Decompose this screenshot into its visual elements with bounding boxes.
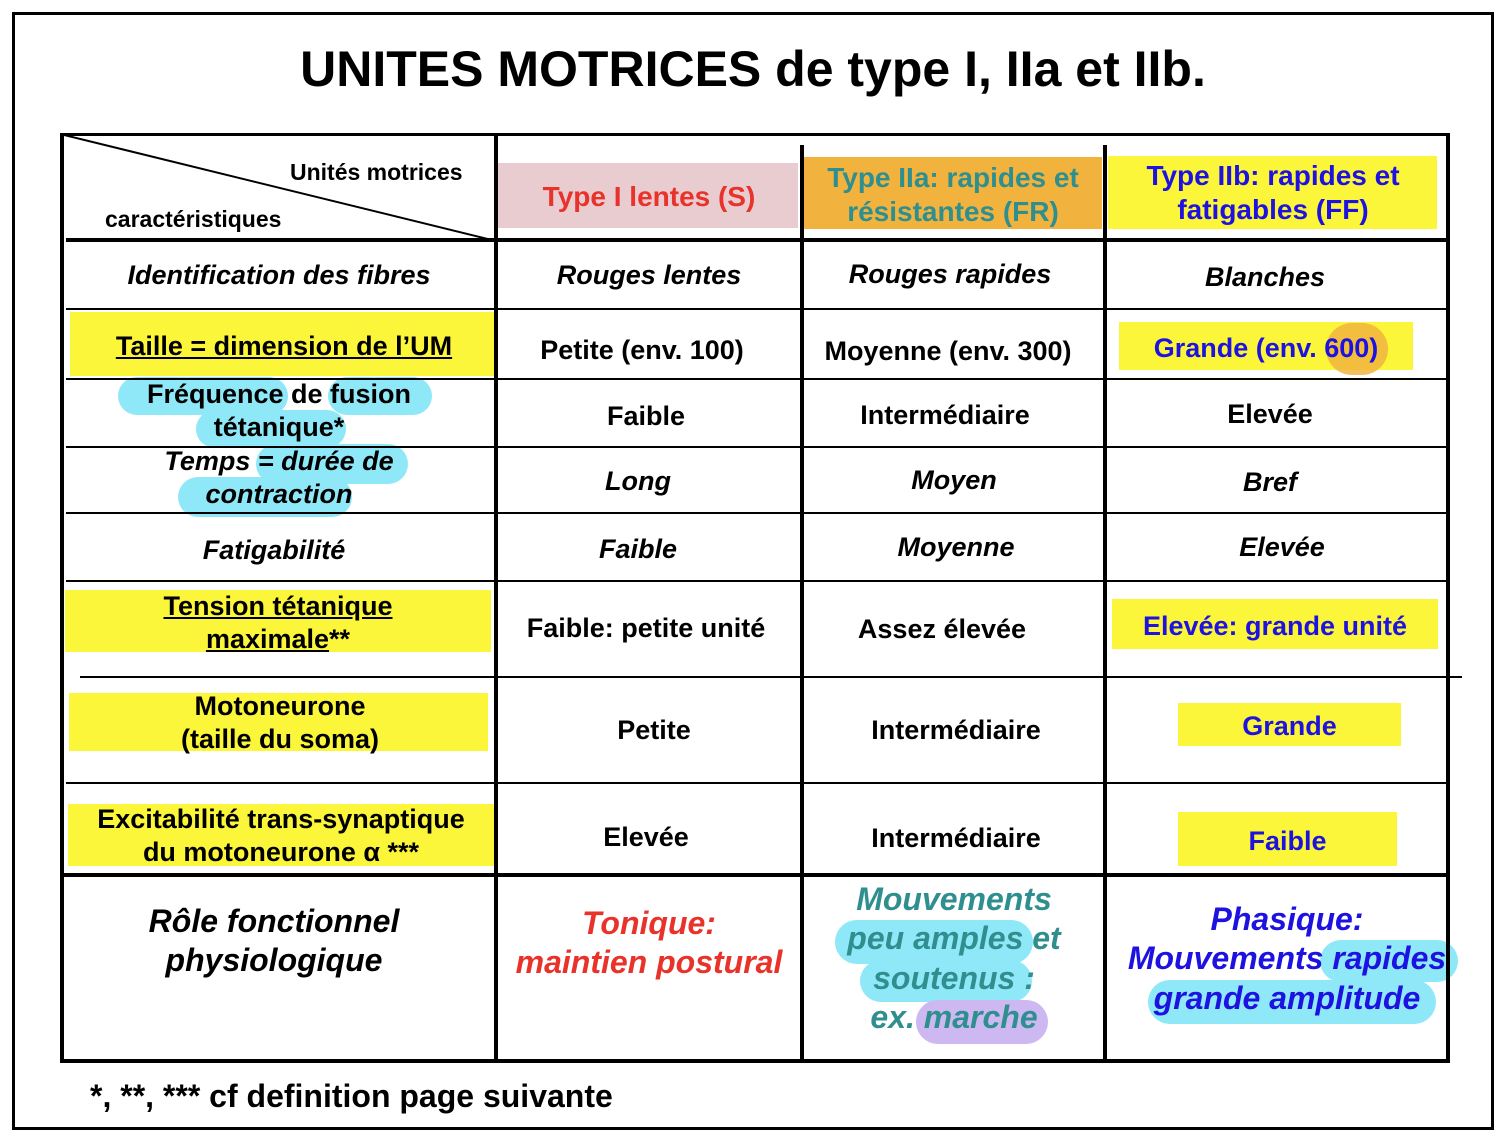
- row-taille-type2b: [1118, 332, 1414, 365]
- peu-amples-text: peu amples: [847, 920, 1024, 957]
- slide-title: UNITES MOTRICES de type I, IIa et IIb.: [300, 41, 1206, 97]
- header-type2a-line1: Type IIa: rapides et: [827, 162, 1079, 193]
- row-motoneurone-label: [66, 690, 494, 756]
- role-label-line2: physiologique: [165, 942, 383, 979]
- role-type2a-line3: [804, 959, 1104, 998]
- temps-prefix: Temps =: [164, 446, 282, 476]
- row-identification-type2a: Rouges rapides: [848, 259, 1052, 289]
- row-temps-type2b: Bref: [1242, 467, 1297, 497]
- header-type2b-line1: Type IIb: rapides et: [1146, 160, 1400, 191]
- tension-label-line1: Tension tétanique: [163, 591, 393, 621]
- row-taille-type2a: Moyenne (env. 300): [824, 336, 1072, 366]
- row-frequence-type2b: Elevée: [1227, 399, 1313, 429]
- row-line-6: [80, 676, 1462, 678]
- row-excitabilite-type2b: Faible: [1248, 826, 1327, 856]
- row-excitabilite-type2a: Intermédiaire: [871, 823, 1041, 853]
- row-line-4: [66, 512, 1450, 514]
- row-identification-label: Identification des fibres: [127, 260, 431, 290]
- row-motoneurone-type1: Petite: [617, 715, 691, 745]
- row-motoneurone-type2b: Grande: [1242, 711, 1337, 741]
- duree-word: durée de: [281, 446, 394, 476]
- row-fatigabilite-type2a: Moyenne: [897, 532, 1015, 562]
- table-bottom-border: [60, 1059, 1450, 1063]
- role-type1-line1: Tonique:: [582, 905, 716, 941]
- row-line-7: [66, 782, 1450, 784]
- excitabilite-label-line1: Excitabilité trans-synaptique: [97, 804, 465, 834]
- footnote: *, **, *** cf definition page suivante: [90, 1078, 613, 1114]
- row-fatigabilite-type1: Faible: [598, 534, 678, 564]
- row-identification-type2b: Blanches: [1204, 262, 1326, 292]
- colon-text: :: [1015, 959, 1035, 996]
- fusion-word: fusion: [330, 379, 412, 409]
- header-type2a: [800, 161, 1106, 229]
- motoneurone-label-line1: Motoneurone: [194, 691, 366, 721]
- taille-type2b-post: ): [1369, 333, 1379, 363]
- row-tension-type1: Faible: petite unité: [526, 613, 766, 643]
- tension-asterisks: **: [329, 623, 351, 654]
- role-label-line1: Rôle fonctionnel: [148, 903, 400, 939]
- row-tension-label: [64, 590, 492, 656]
- row-temps-label: [64, 445, 494, 511]
- row-fatigabilite-label: Fatigabilité: [202, 535, 346, 565]
- header-type1: Type I lentes (S): [542, 181, 756, 212]
- motoneurone-label-line2: (taille du soma): [180, 723, 380, 754]
- row-line-5: [66, 580, 1450, 582]
- corner-units-label: Unités motrices: [290, 159, 463, 185]
- excitabilite-label-line2: du motoneurone α ***: [142, 836, 420, 867]
- row-excitabilite-label: [64, 803, 498, 869]
- role-type2b-line1: Phasique:: [1210, 901, 1364, 937]
- taille-type2b-number: 600: [1324, 333, 1370, 363]
- temps-label-line1: [64, 445, 494, 478]
- row-role-type2a: [804, 880, 1104, 1037]
- de-word: de: [283, 379, 331, 409]
- frequence-label-line2: tétanique*: [213, 411, 345, 442]
- row-temps-type2a: Moyen: [911, 465, 997, 495]
- marche-text: marche: [923, 999, 1038, 1036]
- header-type2b: [1103, 159, 1443, 227]
- row-frequence-label: [64, 378, 494, 444]
- rapides-text: rapides: [1332, 940, 1447, 977]
- row-identification-type1: Rouges lentes: [556, 260, 742, 290]
- frequence-label-line1: [64, 378, 494, 411]
- soutenus-text: soutenus: [873, 959, 1016, 996]
- corner-characteristics-label: caractéristiques: [105, 206, 282, 232]
- row-frequence-type2a: Intermédiaire: [860, 400, 1030, 430]
- role-type2a-line4: [804, 998, 1104, 1037]
- row-taille-type1: Petite (env. 100): [540, 335, 744, 365]
- row-temps-type1: Long: [605, 466, 671, 496]
- ex-text: ex.: [870, 999, 924, 1036]
- et-text: et: [1023, 920, 1061, 957]
- maximale-word: maximale: [205, 623, 330, 654]
- role-type2b-line2: [1107, 939, 1467, 978]
- row-line-1: [66, 308, 1450, 310]
- row-line-8: [60, 873, 1450, 877]
- row-role-type2b: [1107, 900, 1467, 1018]
- frequence-word: Fréquence: [146, 379, 284, 409]
- header-type2b-line2: fatigables (FF): [1177, 194, 1369, 226]
- header-type2a-line2: résistantes (FR): [847, 196, 1059, 228]
- row-role-type1: [498, 904, 800, 982]
- row-excitabilite-type1: Elevée: [603, 822, 689, 852]
- row-motoneurone-type2a: Intermédiaire: [871, 715, 1041, 745]
- tension-label-line2: [64, 623, 492, 656]
- row-tension-type2b: Elevée: grande unité: [1142, 611, 1408, 641]
- row-frequence-type1: Faible: [606, 401, 686, 431]
- row-tension-type2a: Assez élevée: [857, 614, 1027, 644]
- taille-type2b-pre: Grande (env.: [1153, 333, 1325, 363]
- row-fatigabilite-type2b: Elevée: [1239, 532, 1325, 562]
- role-type2a-line2: [804, 919, 1104, 958]
- role-type2b-line3: grande amplitude: [1153, 979, 1421, 1016]
- mouvements-text: Mouvements: [1127, 940, 1333, 977]
- row-role-label: [64, 902, 484, 980]
- row-taille-label: Taille = dimension de l’UM: [115, 331, 453, 361]
- role-type2a-line1: Mouvements: [856, 881, 1052, 917]
- role-type1-line2: maintien postural: [515, 944, 783, 981]
- temps-label-line2: contraction: [205, 478, 353, 509]
